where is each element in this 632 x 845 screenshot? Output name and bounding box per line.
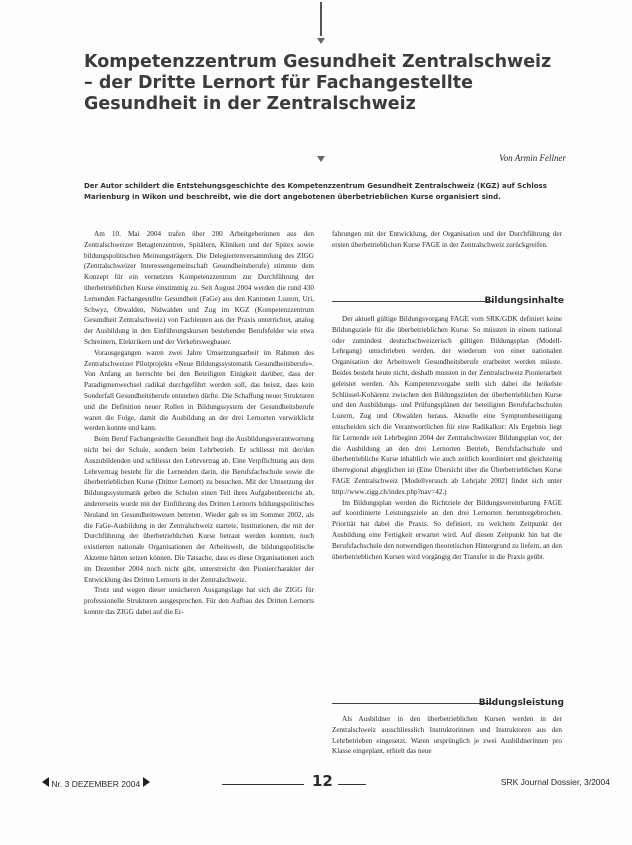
article-author: Von Armin Fellner bbox=[499, 153, 566, 163]
right-column-section-2 bbox=[332, 714, 562, 757]
footer-issue: Nr. 3 bbox=[51, 779, 70, 789]
article-title: Kompetenzzentrum Gesundheit Zentralschweiz – der Dritte Lernort für Fachangestellte Gesundheit in der Zentralschweiz bbox=[84, 52, 552, 114]
page-number: 12 bbox=[312, 772, 333, 790]
paragraph: Trotz und wegen dieser unsicheren Ausgangslage hat sich die ZIGG für professionelle Strukturen ausgesprochen. Für den Aufbau des Dritten Lernorts konnte das ZIGG dabei auf die Er- bbox=[84, 586, 314, 616]
paragraph: Im Bildungsplan werden die Richtziele der Bildungsvereinbarung FAGE auf koordinierte Leistungsziele an den drei Lernorten heruntergebrochen. Priorität hat dabei die Praxis. So definiert, zu welchem Zeitpunkt der Ausbildung eine Fertigkeit erwartet wird. Auf diesen Zeitpunkt hin hat die Berufsfachschule den notwendigen theoretischen Hintergrund zu liefern, an den überbetrieblichen Kursen wird vorgängig der Transfer in die Praxis geübt. bbox=[332, 498, 562, 561]
paragraph: Der aktuell gültige Bildungsvorgang FAGE vom SRK/GDK definiert keine Bildungsziele für die überbetrieblichen Kurse. So müssten in einem national oder zumindest deutschschweizerisch gültigen Bildungsplan (Modell-Lehrgang) umschrieben werden, der wiederum von einer nationalen Organisation der Arbeitswelt Gesundheitsberufe erarbeitet werden müsste. Beides besteht heute nicht, deshalb mussten in der Zentralschweiz Pionierarbeit geleistet werden. Als Kompetenzvorgabe stellt sich dabei die heikelste Schlüssel-Kohärenz zwischen den Bildungszielen der überbetrieblichen Kurse und den Ausbildungs- und Prüfungsplänen der beteiligten Berufsfachschulen Luzern, Zug und Obwalden heraus. Aktuelle eine Symptombeseitigung entscheiden sich die Verantwortlichen für eine Radikalkur: Als Ergebnis liegt für Lernende seit Lehrbeginn 2004 der Zentralschweizer Bildungsplan vor, der die Ausbildung an den drei Lernorten Betrieb, Berufsfachschule und überbetriebliche Kurse inhaltlich wie auch zeitlich koordiniert und gleichzeitig überregional abgeglichen ist (Eine Übersicht über die Überbetrieblichen Kurse FAGE Zentralschweiz [Modellversuch ab Lehrjahr 2002] findet sich unter http://www.zigg.ch/index.php?nav=42.) bbox=[332, 315, 562, 496]
right-column-section-1 bbox=[332, 314, 562, 562]
footer-rule-left bbox=[222, 784, 304, 785]
top-rule bbox=[320, 2, 322, 36]
left-column bbox=[84, 229, 314, 618]
article-lead: Der Autor schildert die Entstehungsgeschichte des Kompetenzzentrum Gesundheit Zentralschweiz (KGZ) auf Schloss Marienburg in Wikon und beschreibt, wie die dort angebotenen überbetrieblichen Kurse organisiert sind. bbox=[84, 182, 547, 201]
arrow-right-icon bbox=[143, 777, 150, 787]
triangle-marker-icon bbox=[317, 156, 325, 162]
paragraph: fahrungen mit der Entwicklung, der Organisation und der Durchführung der ersten überbetrieblichen Kurse FAGE in der Zentralschweiz zurückgreifen. bbox=[332, 230, 562, 249]
heading-rule bbox=[332, 703, 494, 704]
footer-left bbox=[42, 777, 150, 789]
triangle-marker-icon bbox=[317, 38, 325, 44]
footer-publication: SRK Journal Dossier, 3/2004 bbox=[500, 777, 610, 787]
paragraph: Als Ausbildner in den überbetrieblichen Kursen werden in der Zentralschweiz ausschliesslich Instruktorinnen und Instruktoren aus den Lehrbetrieben eingesetzt. Waren ursprünglich je zwei Ausbildnerinnen pro Klasse eingeplant, erhielt das neue bbox=[332, 715, 562, 756]
footer-date: DEZEMBER 2004 bbox=[71, 779, 141, 789]
footer-rule-right bbox=[338, 784, 366, 785]
paragraph: Beim Beruf Fachangestellte Gesundheit liegt die Ausbildungsverantwortung nicht bei der Schule, sondern beim Lehrbetrieb. Er schliesst mit der/den Auszubildenden und schliesst den Lehrvertrag ab. Eine Verpflichtung aus dem Lehrvertrag besteht für die Lernenden darin, die Berufsfachschule sowie die überbetrieblichen Kurse (Dritter Lernort) zu besuchen. Mit der Umsetzung der Bildungssystematik geben die Schulen einen Teil ihres Aufgabenbereiche ab, andererseits wurde mit der Einführung des Dritten Lernorts bildungspolitisches Neuland im Gesundheitswesen betreten. Wieder gab es im Sommer 2002, als die FaGe-Ausbildung in der Zentralschweiz startete, Institutionen, die mit der Durchführung der überbetrieblichen Kurse betraut werden konnten, noch existierten nationale Organisationen der Arbeitswelt, die bildungspolitische Akzente hätten setzen können. Die Tatsache, dass es diese Organisationen auch im Dezember 2004 noch nicht gibt, unterstreicht den Pioniercharakter der Entwicklung des Dritten Lernorts in der Zentralschweiz. bbox=[84, 435, 314, 584]
section-heading-bildungsleistung bbox=[332, 690, 564, 708]
section-heading-bildungsinhalte bbox=[332, 288, 564, 306]
heading-rule bbox=[332, 301, 494, 302]
right-column-intro bbox=[332, 229, 562, 251]
section-heading-text: Bildungsinhalte bbox=[484, 296, 564, 306]
paragraph: Am 10. Mai 2004 trafen über 200 Arbeitgeberinnen aus den Zentralschweizer Betagtenzentren, Spitälern, Kliniken und der Spitex sowie bildungspolitischen Meinungsträgern. Die Delegiertenversammlung des ZIGG (Zentralschweizer Interessengemeinschaft Gesundheitsberufe) stimmte dem Konzept für ein vernetztes Kompetenzzentrum zur Durchführung der überbetrieblichen Kurse einstimmig zu. Seit August 2004 werden die rund 430 Lernenden Fachangestellte Gesundheit (FaGe) aus den Kantonen Luzern, Uri, Schwyz, Obwalden, Nidwalden und Zug im KGZ (Kompetenzzentrum Gesundheit Zentralschweiz) von Fachleuten aus der Praxis unterrichtet, analog der Ausbildung in den Einführungskursen bestehender Berufsfelder wie etwa Schreinern, Elektrikern und der Verkehrswegbauer. bbox=[84, 230, 314, 346]
arrow-left-icon bbox=[42, 777, 49, 787]
paragraph: Vorausgegangen waren zwei Jahre Umsetzungsarbeit im Rahmen des Zentralschweizer Pilotprojekts «Neue Bildungssystematik Gesundheitsberufe». Von Anfang an herrschte bei den Beteiligten Einigkeit darüber, dass der Paradigmenwechsel radikal durchgeführt werden soll, das heisst, dass kein Sonderfall Gesundheitsberufe entstehen dürfte. Die Schaffung neuer Strukturen und die Definition neuer Rollen in Bildungssystem der Gesundheitsberufe waren die Folge, damit die Ausbildung an der drei Lernorten verwirklicht werden konnte und kann. bbox=[84, 348, 314, 433]
section-heading-text: Bildungsleistung bbox=[478, 698, 564, 708]
